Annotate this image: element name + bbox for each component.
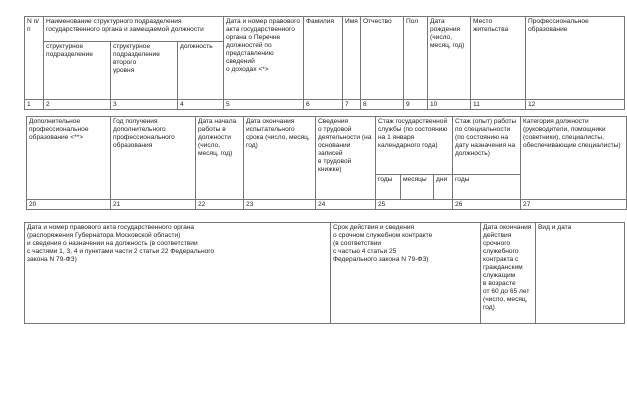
- personnel-table-part2: [26, 116, 627, 210]
- header-cell: Наименование структурного подразделения государственного органа и замещаемой должности: [44, 17, 224, 42]
- header-cell: Дополнительное профессиональное образование <**>: [27, 117, 111, 200]
- subheader-cell: годы: [453, 175, 521, 200]
- column-number: 12: [526, 100, 625, 110]
- personnel-table-part1: [24, 16, 625, 110]
- column-number: 9: [404, 100, 428, 110]
- subheader-cell: структурное подразделение: [44, 42, 111, 100]
- subheader-cell: месяцы: [401, 175, 434, 200]
- subheader-cell: структурное подразделение второго уровня: [111, 42, 178, 100]
- column-number: 1: [25, 100, 44, 110]
- header-cell: Сведения о трудовой деятельности (на основании записей в трудовой книжке): [316, 117, 376, 200]
- column-number: 3: [111, 100, 178, 110]
- personnel-table-part3: [24, 222, 625, 324]
- column-number: 4: [178, 100, 224, 110]
- header-cell: Дата рождения (число, месяц, год): [428, 17, 471, 100]
- header-cell: Место жительства: [471, 17, 526, 100]
- header-cell: Пол: [404, 17, 428, 100]
- column-number: 22: [196, 200, 244, 210]
- header-cell: Категория должности (руководители, помощники (советники), специалисты, обеспечивающие специалисты): [521, 117, 627, 200]
- column-number: 27: [521, 200, 627, 210]
- header-cell: Срок действия и сведения о срочном служебном контракте (в соответствии с частью 4 статьи 25 Федерального закона N 79-ФЗ): [331, 223, 481, 324]
- column-number: 21: [111, 200, 196, 210]
- header-cell: Фамилия: [304, 17, 343, 100]
- subheader-cell: дни: [434, 175, 453, 200]
- column-number: 24: [316, 200, 376, 210]
- column-number: 26: [453, 200, 521, 210]
- column-number: 10: [428, 100, 471, 110]
- header-cell: Стаж государственной службы (по состоянию на 1 января календарного года): [376, 117, 453, 175]
- header-cell: Отчество: [361, 17, 404, 100]
- column-number: 11: [471, 100, 526, 110]
- column-number: 23: [244, 200, 316, 210]
- header-cell: Дата окончания испытательного срока (число, месяц, год): [244, 117, 316, 200]
- header-cell: Стаж (опыт) работы по специальности (по состоянию на дату назначения на должность): [453, 117, 521, 175]
- header-cell: Вид и дата: [536, 223, 625, 324]
- column-number: 20: [27, 200, 111, 210]
- header-cell: Дата и номер правового акта государственного органа о Перечне должностей по представлению сведений о доходах <*>: [224, 17, 304, 100]
- header-cell: Год получения дополнительного профессионального образования: [111, 117, 196, 200]
- header-cell: Дата и номер правового акта государственного органа (распоряжения Губернатора Московской области) и сведения о назначении на должность (в соответствии с частями 1, 3, 4 и пунктами части 2 статьи 22 Федерального закона N 79-ФЗ): [25, 223, 331, 324]
- header-cell: Дата начала работы в должности (число, месяц, год): [196, 117, 244, 200]
- header-cell: Дата окончания действия срочного служебного контракта с гражданским служащим в возрасте от 60 до 65 лет (число, месяц, год): [481, 223, 536, 324]
- column-number: 8: [361, 100, 404, 110]
- header-cell: N п/п: [25, 17, 44, 100]
- column-number: 25: [376, 200, 453, 210]
- column-number: 6: [304, 100, 343, 110]
- subheader-cell: должность: [178, 42, 224, 100]
- header-cell: Профессиональное образование: [526, 17, 625, 100]
- column-number: 5: [224, 100, 304, 110]
- column-number: 7: [343, 100, 361, 110]
- column-number: 2: [44, 100, 111, 110]
- subheader-cell: годы: [376, 175, 401, 200]
- header-cell: Имя: [343, 17, 361, 100]
